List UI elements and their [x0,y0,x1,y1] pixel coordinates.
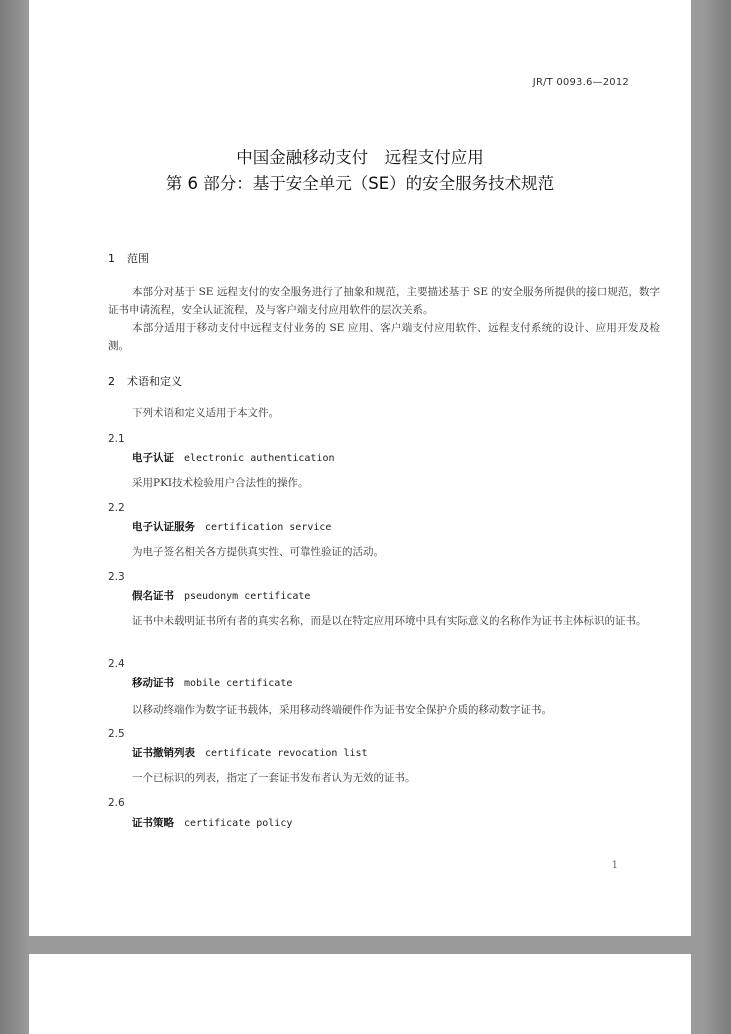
term-entry [132,519,331,534]
term-number: 2.6 [108,797,125,809]
term-entry [132,588,310,603]
term-definition: 为电子签名相关各方提供真实性、可靠性验证的活动。 [132,546,384,558]
term-chinese: 证书撤销列表 [132,747,195,759]
term-number: 2.3 [108,571,125,583]
section-heading-terms [108,373,182,389]
term-english: certification service [205,522,332,533]
term-entry [132,675,292,690]
term-number: 2.4 [108,658,125,670]
document-page-1 [29,0,691,936]
term-number: 2.2 [108,502,125,514]
document-title-line-2: 第 6 部分：基于安全单元（SE）的安全服务技术规范 [165,174,555,193]
term-chinese: 假名证书 [132,590,174,602]
term-definition: 证书中未载明证书所有者的真实名称，而是以在特定应用环境中具有实际意义的名称作为证书主体标识的证书。 [132,615,647,627]
term-english: certificate revocation list [205,748,368,759]
section-title: 范围 [127,252,149,265]
section-heading-scope [108,250,149,266]
term-entry [132,450,335,465]
term-definition: 以移动终端作为数字证书载体，采用移动终端硬件作为证书安全保护介质的移动数字证书。 [132,704,552,716]
term-chinese: 移动证书 [132,677,174,689]
term-english: pseudonym certificate [184,591,311,602]
standard-code: JR/T 0093.6—2012 [532,77,629,88]
term-entry [132,815,292,830]
term-definition: 一个已标识的列表，指定了一套证书发布者认为无效的证书。 [132,772,416,784]
section-number: 2 [108,375,115,388]
term-number: 2.5 [108,728,125,740]
term-chinese: 电子认证服务 [132,521,195,533]
term-english: certificate policy [184,818,293,829]
document-title-line-1: 中国金融移动支付 远程支付应用 [236,148,484,167]
section-title: 术语和定义 [127,375,182,388]
terms-intro: 下列术语和定义适用于本文件。 [132,407,279,419]
term-chinese: 电子认证 [132,452,174,464]
term-definition: 采用PKI技术检验用户合法性的操作。 [132,477,309,489]
scope-paragraph-2: 本部分适用于移动支付中远程支付业务的 SE 应用、客户端支付应用软件、远程支付系统的设计、应用开发及检测。 [108,322,660,352]
document-page-2 [29,954,691,1034]
term-chinese: 证书策略 [132,817,174,829]
term-english: electronic authentication [184,453,335,464]
page-number: 1 [611,860,618,871]
scope-paragraph-1: 本部分对基于 SE 远程支付的安全服务进行了抽象和规范，主要描述基于 SE 的安全服务所提供的接口规范，数字证书申请流程，安全认证流程，及与客户端支付应用软件的层次关系。 [108,286,660,316]
term-entry [132,745,368,760]
term-english: mobile certificate [184,678,293,689]
term-number: 2.1 [108,433,125,445]
section-number: 1 [108,252,115,265]
